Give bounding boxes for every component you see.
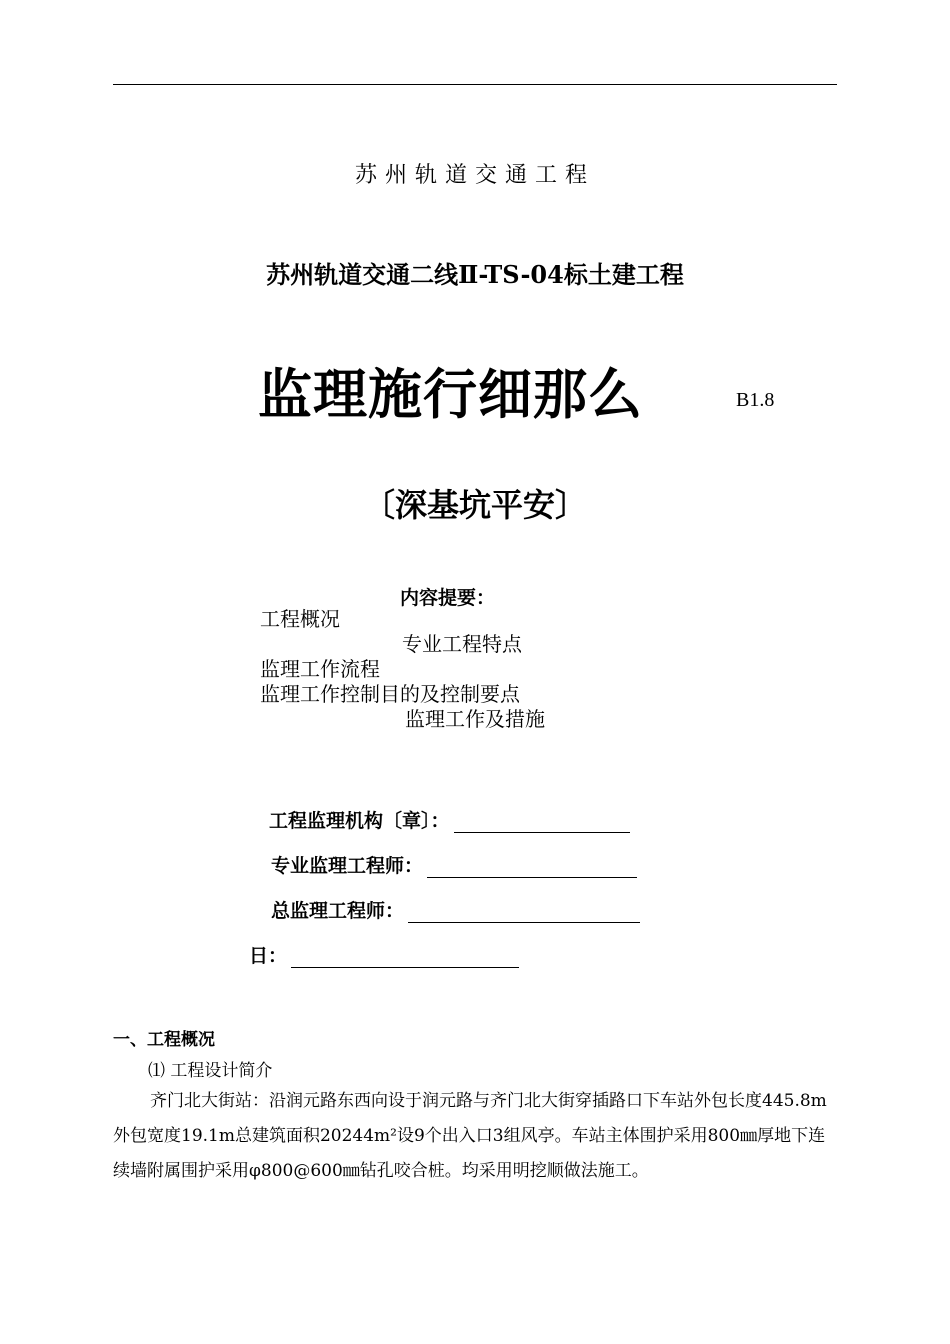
signature-date-row [249, 941, 519, 968]
signature-org-row [269, 806, 630, 833]
section-paragraph: 齐门北大街站：沿润元路东西向设于润元路与齐门北大街穿插路口下车站外包长度445.8m外包宽度19.1m总建筑面积20244m²设9个出入口3组风亭。车站主体围护采用800㎜厚地下连续墙附属围护采用φ800@600㎜钻孔咬合桩。均采用明挖顺做法施工。 [113, 1091, 827, 1181]
signature-engineer-label: 专业监理工程师： [271, 855, 424, 877]
header-rule [113, 84, 837, 85]
document-subtitle: 〔深基坑平安〕 [362, 486, 587, 524]
signature-org-line[interactable] [454, 812, 630, 833]
contents-item: 监理工作流程 [260, 657, 380, 681]
contents-item: 工程概况 [260, 607, 340, 631]
contents-item: 监理工作及措施 [405, 707, 545, 731]
document-code: B1.8 [736, 389, 775, 411]
signature-chief-row [271, 896, 640, 923]
organization-name: 苏州轨道交通工程 [354, 163, 595, 188]
signature-date-line[interactable] [291, 947, 519, 968]
contents-item: 专业工程特点 [402, 632, 522, 656]
signature-chief-label: 总监理工程师： [271, 900, 405, 922]
signature-chief-line[interactable] [408, 902, 640, 923]
signature-engineer-row [271, 851, 637, 878]
signature-org-label: 工程监理机构〔章〕： [269, 810, 450, 832]
contents-heading: 内容提要： [400, 587, 496, 609]
contents-item: 监理工作控制目的及控制要点 [260, 682, 520, 706]
signature-date-label: 日： [249, 945, 288, 967]
signature-engineer-line[interactable] [427, 857, 637, 878]
section-heading: 一、工程概况 [113, 1030, 215, 1050]
section-subheading: ⑴ 工程设计简介 [148, 1061, 273, 1081]
document-title: 监理施行细那么 [258, 363, 643, 426]
project-name: 苏州轨道交通二线Ⅱ-TS-04标土建工程 [266, 260, 684, 289]
